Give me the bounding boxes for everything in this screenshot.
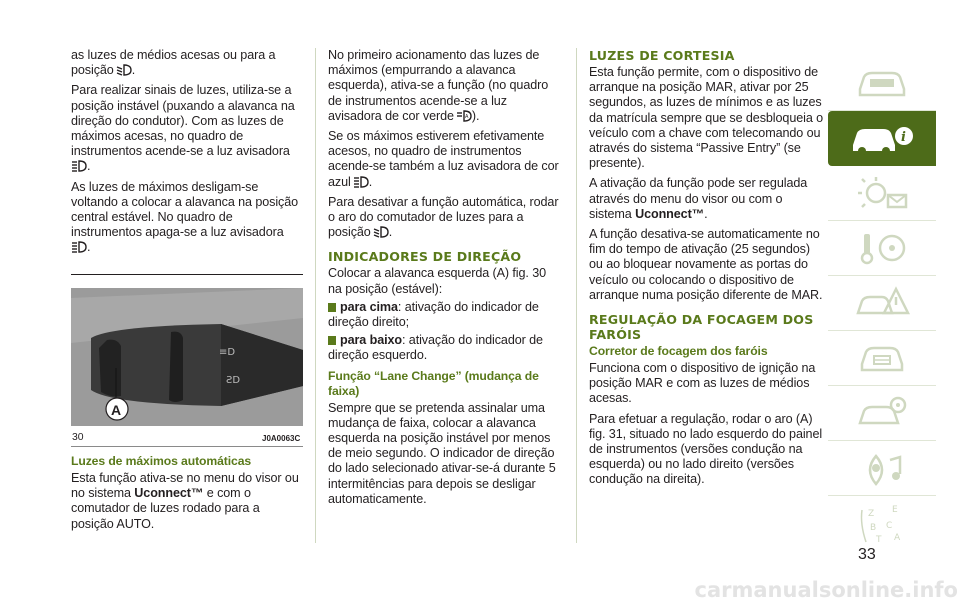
paragraph: [589, 176, 824, 222]
warning-light-icon: [852, 173, 912, 213]
bold-term: para cima: [340, 299, 398, 314]
low-beam-icon: [116, 64, 132, 76]
high-beam-icon: [71, 160, 87, 172]
paragraph: [328, 266, 563, 296]
column-right: [589, 48, 824, 493]
section-subheading: Corretor de focagem dos faróis: [589, 344, 768, 359]
paragraph-text: As luzes de máximos desligam-se voltando a colocar a alavanca na posição central estável. No quadro de instrumentos apaga-se a luz avisadora: [71, 179, 299, 240]
section-subheading: Luzes de máximos automáticas: [71, 454, 252, 468]
paragraph-text: Para efetuar a regulação, rodar o aro (A) fig. 31, situado no lado esquerdo do painel de instrumentos (versões condução na esquerda) ou no lado direito (versões condução na direita).: [589, 411, 823, 487]
column-middle: [328, 48, 563, 512]
index-letter: Z: [868, 508, 875, 519]
paragraph-text: Para realizar sinais de luzes, utiliza-se a posição instável (puxando a alavanca na direção do condutor). Com as luzes de máximos acesas, no quadro de instrumentos acende-se a luz avisadora: [71, 83, 295, 159]
index-icon: [852, 502, 912, 546]
car-crash-icon: [852, 283, 912, 323]
auto-high-beam-icon: [456, 110, 472, 122]
paragraph-text: ).: [471, 108, 480, 123]
column-left-lower: [71, 452, 303, 537]
index-letter: C: [886, 520, 893, 531]
figure-callout-label: A: [111, 402, 122, 418]
figure-number: 30: [72, 432, 84, 443]
car-dashboard-icon: [852, 63, 912, 103]
list-item: [328, 300, 563, 330]
watermark: carmanualsonline.info: [694, 578, 958, 602]
column-left: [71, 48, 303, 261]
paragraph: [589, 227, 824, 303]
tab-index[interactable]: [828, 496, 936, 551]
paragraph: [589, 412, 824, 488]
page-number: 33: [858, 546, 876, 563]
index-letter: T: [876, 534, 882, 545]
paragraph-text: A ativação da função pode ser regulada através do menu do visor ou com o sistema: [589, 176, 808, 221]
bullet-icon: [328, 336, 336, 345]
stalk-lever-illustration: [71, 288, 303, 426]
high-beam-icon: [353, 176, 369, 188]
section-heading: LUZES DE CORTESIA: [589, 48, 735, 63]
paragraph: [328, 48, 563, 124]
paragraph: [589, 361, 824, 407]
paragraph-text: Colocar a alavanca esquerda (A) fig. 30 na posição (estável):: [328, 266, 547, 296]
car-info-icon: [847, 119, 917, 159]
bold-term: Uconnect™: [134, 486, 204, 501]
index-letter: A: [894, 532, 901, 543]
svg-text:ƧD: ƧD: [226, 375, 241, 386]
paragraph-text: No primeiro acionamento das luzes de máximos (empurrando a alavanca esquerda), ativa-se a função (no quadro de instrumentos acende-se a luz avisadora de cor verde: [328, 48, 549, 123]
figure-lever-photo: [71, 288, 303, 426]
paragraph-text: A função desativa-se automaticamente no fim do tempo de ativação (25 segundos) ou ao bloquear novamente as portas do veículo ou colocando o dispositivo de arranque numa posição diferente de MAR.: [589, 227, 823, 302]
bold-term: para baixo: [340, 333, 402, 348]
tab-emergency[interactable]: [828, 276, 936, 331]
tab-technical-data[interactable]: [828, 386, 936, 441]
section-subheading: Função “Lane Change” (mudança de faixa): [328, 368, 539, 398]
svg-text:i: i: [901, 129, 906, 145]
paragraph-text: Esta função ativa-se no menu do visor ou no sistema: [71, 471, 299, 501]
car-service-icon: [852, 338, 912, 378]
paragraph-text: as luzes de médios acesas ou para a posição: [71, 48, 276, 78]
paragraph-text: Esta função permite, com o dispositivo de arranque na posição MAR, ativar por 25 segundos, as luzes de mínimos e as luzes da matrícula sempre que se desbloqueia o veículo com a chave com telecomando ou através do sistema “Passive Entry” (se presente).: [589, 65, 824, 171]
paragraph-text: Para desativar a função automática, rodar o aro do comutador de luzes para a posição: [328, 194, 559, 240]
index-letter: E: [892, 504, 898, 515]
svg-text:≡D: ≡D: [219, 347, 236, 358]
high-beam-icon: [71, 241, 87, 253]
paragraph: Para desativar a função automática, rodar o aro do comutador de luzes para a posição .: [328, 194, 559, 240]
section-heading: REGULAÇÃO DA FOCAGEM DOS FARÓIS: [589, 312, 814, 343]
list-item-text: : ativação do indicador de direção esquerdo.: [328, 333, 543, 363]
tab-starting-driving[interactable]: [828, 221, 936, 276]
list-item-text: : ativação do indicador de direção direito;: [328, 299, 539, 330]
figure-bottom-divider: [71, 446, 303, 447]
paragraph-text: Funciona com o dispositivo de ignição na posição MAR e com as luzes de médios acesas.: [589, 361, 816, 406]
paragraph: as luzes de médios acesas ou para a posição .: [71, 48, 276, 78]
tab-warning-lights[interactable]: [828, 166, 936, 221]
figure-code: J0A0063C: [262, 434, 301, 443]
list-item: [328, 333, 563, 363]
technical-data-icon: [852, 393, 912, 433]
tab-car-dashboard[interactable]: [828, 56, 936, 111]
multimedia-icon: [852, 448, 912, 488]
paragraph: Para realizar sinais de luzes, utiliza-se a posição instável (puxando a alavanca na direção do condutor). Com as luzes de máximos acesas, no quadro de instrumentos acende-se a luz avisadora .: [71, 83, 295, 174]
section-heading: INDICADORES DE DIREÇÃO: [328, 249, 522, 265]
paragraph-text: e com o comutador de luzes rodado para a posição AUTO.: [71, 486, 260, 531]
tab-service[interactable]: [828, 331, 936, 386]
paragraph: As luzes de máximos desligam-se voltando a colocar a alavanca na posição central estável. No quadro de instrumentos apaga-se a luz avisadora .: [71, 179, 299, 255]
bold-term: Uconnect™: [635, 206, 705, 221]
paragraph: [328, 401, 563, 507]
paragraph: [71, 471, 303, 532]
tab-multimedia[interactable]: [828, 441, 936, 496]
tab-car-info[interactable]: [828, 111, 936, 166]
paragraph: [589, 65, 824, 171]
low-beam-icon: [373, 226, 389, 238]
paragraph-text: Se os máximos estiverem efetivamente acesos, no quadro de instrumentos acende-se também a luz avisadora de cor azul: [328, 129, 559, 189]
bullet-icon: [328, 303, 336, 312]
chapter-sidebar: [828, 56, 936, 551]
index-letter: B: [870, 522, 877, 533]
figure-top-divider: [71, 274, 303, 275]
steering-key-icon: [852, 228, 912, 268]
paragraph: Se os máximos estiverem efetivamente acesos, no quadro de instrumentos acende-se também a luz avisadora de cor azul .: [328, 129, 559, 189]
paragraph-text: Sempre que se pretenda assinalar uma mudança de faixa, colocar a alavanca esquerda na posição instável por menos de meio segundo. O indicador de direção do lado selecionado ativar-se-á durante 5 intermitências para depois se desligar automaticamente.: [328, 400, 556, 506]
column-divider: [576, 48, 577, 543]
column-divider: [315, 48, 316, 543]
paragraph-text: .: [704, 206, 708, 221]
